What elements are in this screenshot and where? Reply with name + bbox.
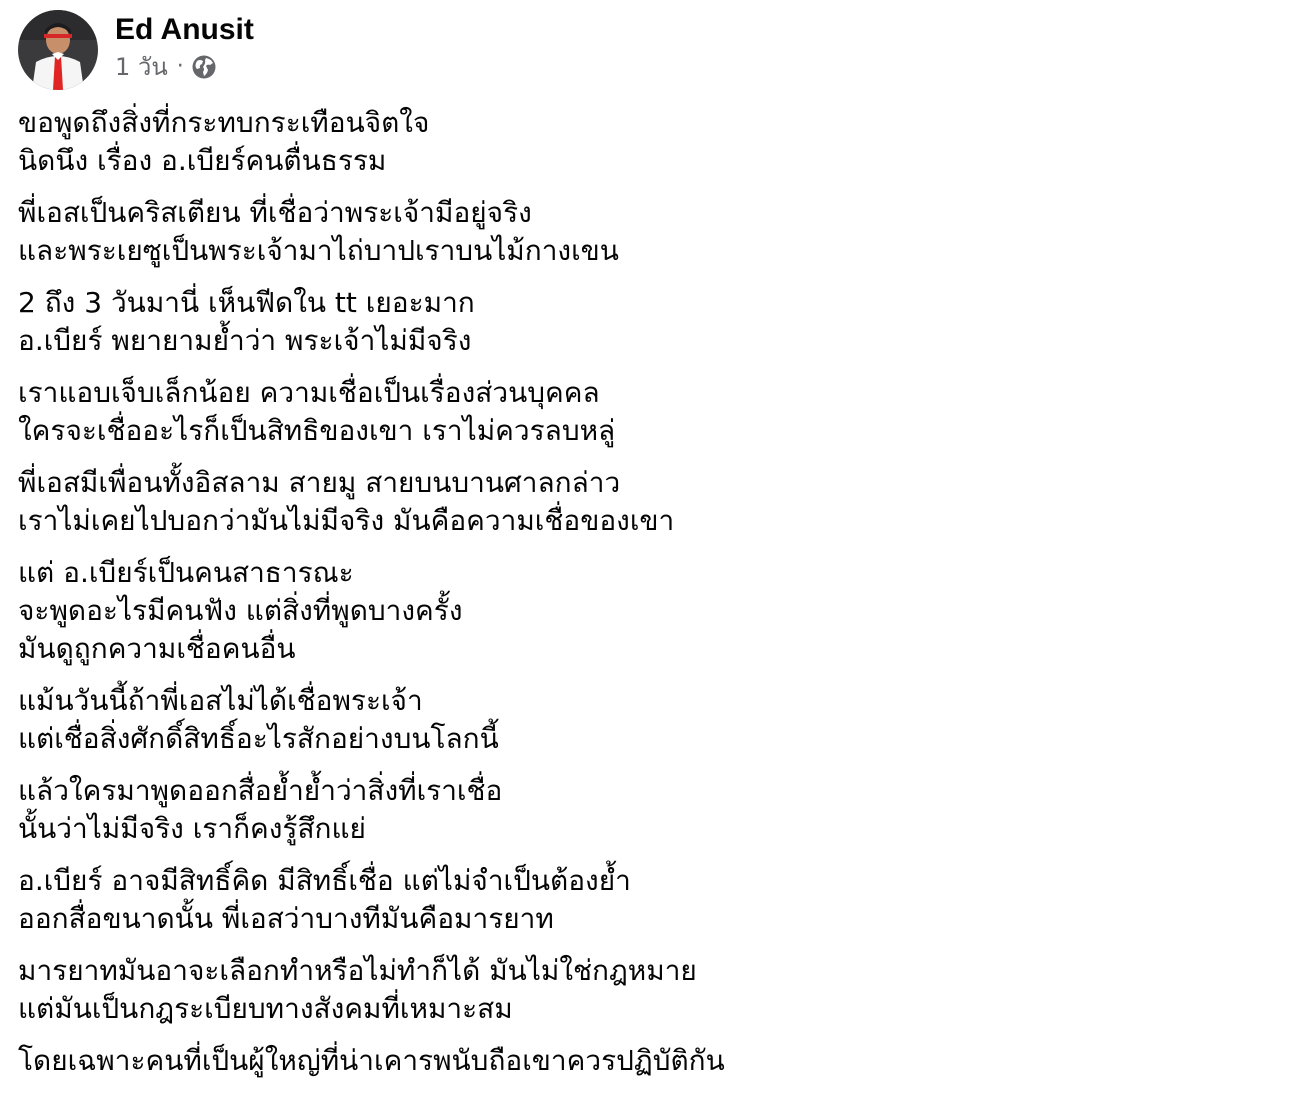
post-text-line: ออกสื่อขนาดนั้น พี่เอสว่าบางทีมันคือมารยาท [18, 902, 554, 935]
post-paragraph [18, 682, 1268, 758]
post-text-line: อ.เบียร์ พยายามย้ำว่า พระเจ้าไม่มีจริง [18, 324, 472, 357]
post-paragraph [18, 374, 1268, 450]
post-text-line: มันดูถูกความเชื่อคนอื่น [18, 632, 296, 665]
post-text-line: พี่เอสเป็นคริสเตียน ที่เชื่อว่าพระเจ้ามีอยู่จริง [18, 196, 532, 229]
post-body [18, 104, 1268, 1094]
post-paragraph [18, 1042, 1268, 1080]
post-paragraph [18, 554, 1268, 668]
post-text-line: และพระเยซูเป็นพระเจ้ามาไถ่บาปเราบนไม้กางเขน [18, 234, 619, 267]
post-text-line: 2 ถึง 3 วันมานี่ เห็นฟีดใน tt เยอะมาก [18, 286, 475, 319]
post-text-line: จะพูดอะไรมีคนฟัง แต่สิ่งที่พูดบางครั้ง [18, 594, 463, 627]
globe-icon[interactable] [191, 54, 217, 80]
post-text-line: ใครจะเชื่ออะไรก็เป็นสิทธิของเขา เราไม่ควรลบหลู่ [18, 414, 616, 447]
post-text-line: นิดนึง เรื่อง อ.เบียร์คนตื่นธรรม [18, 144, 387, 177]
post-paragraph [18, 284, 1268, 360]
post-text-line: มารยาทมันอาจะเลือกทำหรือไม่ทำก็ได้ มันไม่ใช่กฎหมาย [18, 954, 697, 987]
post-text-line: แม้นวันนี้ถ้าพี่เอสไม่ได้เชื่อพระเจ้า [18, 684, 423, 717]
post-text-line: แต่ อ.เบียร์เป็นคนสาธารณะ [18, 556, 354, 589]
post-paragraph [18, 194, 1268, 270]
post-paragraph [18, 952, 1268, 1028]
post-text-line: เราแอบเจ็บเล็กน้อย ความเชื่อเป็นเรื่องส่วนบุคคล [18, 376, 600, 409]
post-text-line: แล้วใครมาพูดออกสื่อย้ำย้ำว่าสิ่งที่เราเชื่อ [18, 774, 503, 807]
post-paragraph [18, 772, 1268, 848]
post-text-line: อ.เบียร์ อาจมีสิทธิ์คิด มีสิทธิ์เชื่อ แต่ไม่จำเป็นต้องย้ำ [18, 864, 631, 897]
post-text-line: นั้นว่าไม่มีจริง เราก็คงรู้สึกแย่ [18, 812, 366, 845]
separator-dot: · [176, 54, 184, 79]
post-header [18, 10, 254, 92]
post-paragraph [18, 464, 1268, 540]
post-text-line: พี่เอสมีเพื่อนทั้งอิสลาม สายมู สายบนบานศาลกล่าว [18, 466, 621, 499]
post-subline [115, 52, 254, 82]
post-text-line: แต่มันเป็นกฎระเบียบทางสังคมที่เหมาะสม [18, 992, 513, 1025]
author-avatar[interactable] [18, 10, 98, 90]
post-timestamp[interactable]: 1 วัน [115, 53, 168, 81]
avatar-image [18, 10, 98, 90]
post-meta [115, 10, 254, 82]
post-text-line: ขอพูดถึงสิ่งที่กระทบกระเทือนจิตใจ [18, 106, 430, 139]
author-name[interactable]: Ed Anusit [115, 13, 254, 46]
post-paragraph [18, 104, 1268, 180]
post-text-line: แต่เชื่อสิ่งศักดิ์สิทธิ์อะไรสักอย่างบนโลกนี้ [18, 722, 499, 755]
post-paragraph [18, 862, 1268, 938]
post-text-line: โดยเฉพาะคนที่เป็นผู้ใหญ่ที่น่าเคารพนับถือเขาควรปฏิบัติกัน [18, 1044, 725, 1077]
post-text-line: เราไม่เคยไปบอกว่ามันไม่มีจริง มันคือความเชื่อของเขา [18, 504, 675, 537]
